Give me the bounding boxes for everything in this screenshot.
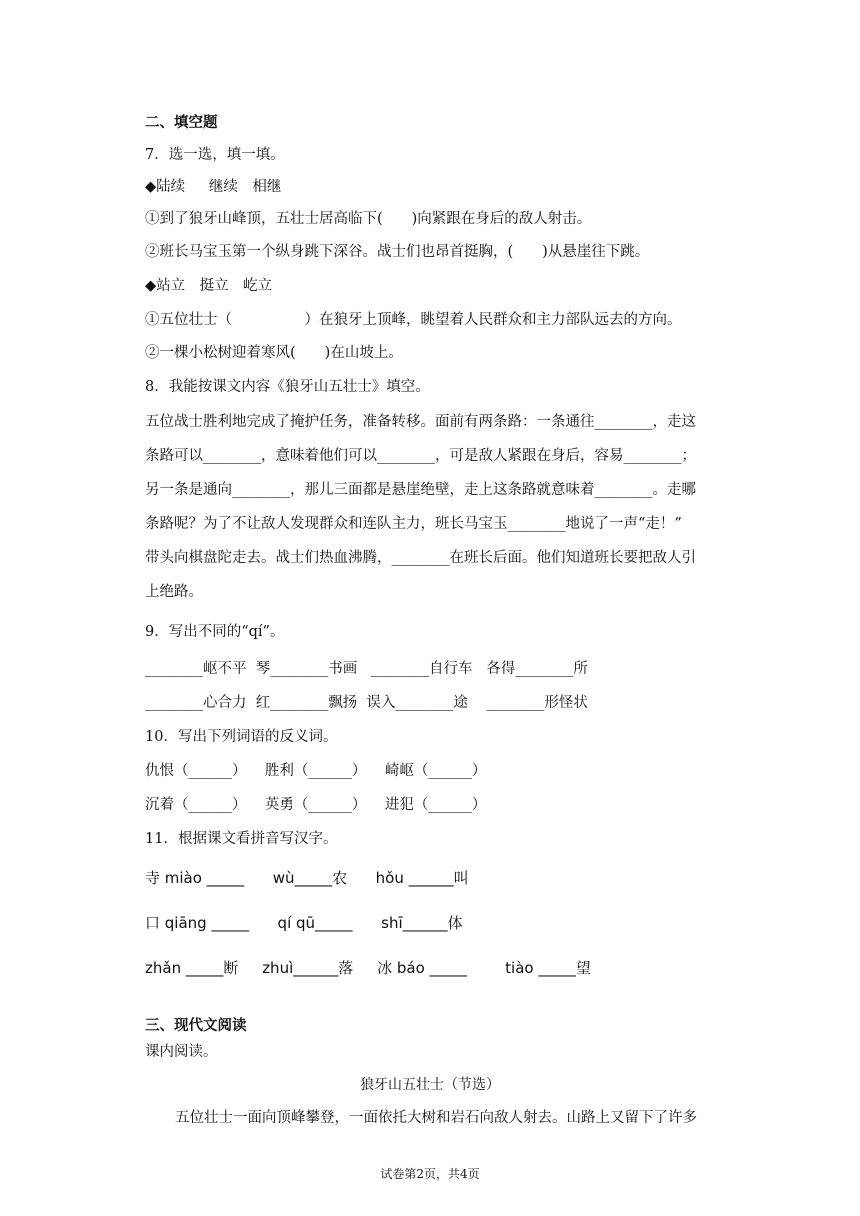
section-heading-fill-blanks: 二、填空题 [145, 114, 218, 131]
q10-row-1: 仇恨（______） 胜利（______） 崎岖（______） [145, 763, 487, 779]
q9-stem: 9．写出不同的“qí”。 [145, 624, 285, 640]
q10-stem: 10．写出下列词语的反义词。 [145, 729, 338, 745]
q10-row-2: 沉着（______） 英勇（______） 进犯（______） [145, 797, 487, 813]
q11-stem: 11．根据课文看拼音写汉字。 [145, 831, 338, 847]
q7-word-group-2: ◆站立 挺立 屹立 [145, 278, 273, 294]
q9-row-2: ________心合力 红________飘扬 误入________途 ________形怪状 [145, 695, 588, 711]
q11-row-2: 口 qiāng _____ qí qū_____ shī______体 [145, 914, 463, 932]
q7-item-3: ①五位壮士（ ）在狼牙上顶峰，眺望着人民群众和主力部队远去的方向。 [145, 312, 682, 328]
reading-intro: 课内阅读。 [145, 1044, 218, 1060]
passage-title: 狼牙山五壮士（节选） [360, 1077, 500, 1093]
q8-stem: 8．我能按课文内容《狼牙山五壮士》填空。 [145, 379, 430, 395]
q8-passage-line: 另一条是通向________，那儿三面都是悬崖绝壁，走上这条路就意味着________。走哪 [145, 482, 696, 498]
q11-row-3: zhǎn _____断 zhuì______落 冰 báo _____ tiào _____望 [145, 959, 591, 977]
q8-passage-line: 条路呢？为了不让敌人发现群众和连队主力，班长马宝玉________地说了一声“走！” [145, 516, 682, 532]
q7-item-2: ②班长马宝玉第一个纵身跳下深谷。战士们也昂首挺胸，( )从悬崖往下跳。 [145, 244, 650, 260]
q9-row-1: ________岖不平 琴________书画 ________自行车 各得________所 [145, 661, 588, 677]
q7-word-group-1: ◆陆续 继续 相继 [145, 179, 282, 195]
page-footer: 试卷第2页，共4页 [380, 1167, 480, 1181]
q7-item-1: ①到了狼牙山峰顶，五壮士居高临下( )向紧跟在身后的敌人射击。 [145, 211, 592, 227]
q8-passage-line: 带头向棋盘陀走去。战士们热血沸腾，________在班长后面。他们知道班长要把敌人引 [145, 550, 696, 566]
q8-passage-line: 条路可以________，意味着他们可以________，可是敌人紧跟在身后，容易________； [145, 448, 696, 464]
q7-stem: 7．选一选，填一填。 [145, 147, 285, 163]
section-heading-reading: 三、现代文阅读 [145, 1017, 247, 1034]
q11-row-1: 寺 miào _____ wù_____农 hǒu ______叫 [145, 869, 469, 887]
q7-item-4: ②一棵小松树迎着寒风( )在山坡上。 [145, 345, 403, 361]
q8-passage-line: 上绝路。 [145, 584, 203, 600]
passage-line: 五位壮士一面向顶峰攀登，一面依托大树和岩石向敌人射去。山路上又留下了许多 [175, 1110, 697, 1126]
q8-passage-line: 五位战士胜利地完成了掩护任务，准备转移。面前有两条路：一条通往________，走这 [145, 414, 696, 430]
